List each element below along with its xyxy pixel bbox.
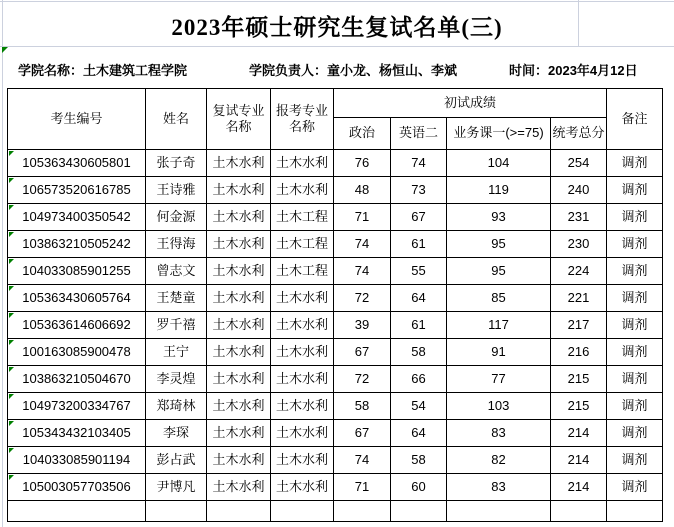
- english2-score-cell[interactable]: [391, 501, 447, 522]
- politics-score-cell[interactable]: 74: [334, 231, 391, 258]
- retest-major-cell[interactable]: 土木水利: [207, 258, 271, 285]
- course1-score-cell[interactable]: [447, 501, 551, 522]
- course1-score-cell[interactable]: 77: [447, 366, 551, 393]
- name-cell[interactable]: 李灵煌: [146, 366, 207, 393]
- table-row: [8, 285, 663, 312]
- gridline-top: [0, 1, 674, 2]
- applied-major-cell[interactable]: [271, 501, 334, 522]
- total-score-cell[interactable]: 216: [551, 339, 607, 366]
- remark-cell[interactable]: 调剂: [607, 204, 663, 231]
- table-body: [8, 150, 663, 522]
- name-cell[interactable]: 曾志文: [146, 258, 207, 285]
- applied-major-cell[interactable]: 土木工程: [271, 231, 334, 258]
- table-row: [8, 474, 663, 501]
- total-score-cell[interactable]: 217: [551, 312, 607, 339]
- english2-score-cell[interactable]: 54: [391, 393, 447, 420]
- applied-major-cell[interactable]: 土木水利: [271, 447, 334, 474]
- college-leaders-label[interactable]: 学院负责人：童小龙、杨恒山、李斌: [249, 63, 458, 78]
- course1-score-cell[interactable]: 117: [447, 312, 551, 339]
- retest-major-cell[interactable]: 土木水利: [207, 447, 271, 474]
- candidate-id-cell[interactable]: 103863210504670: [8, 366, 146, 393]
- green-triangle-indicator: [2, 47, 8, 53]
- politics-score-cell[interactable]: 58: [334, 393, 391, 420]
- total-score-cell[interactable]: 254: [551, 150, 607, 177]
- header-politics[interactable]: 政治: [334, 118, 391, 150]
- politics-score-cell[interactable]: 71: [334, 474, 391, 501]
- name-cell[interactable]: 李琛: [146, 420, 207, 447]
- english2-score-cell[interactable]: 64: [391, 420, 447, 447]
- retest-major-cell[interactable]: 土木水利: [207, 366, 271, 393]
- table-header: [8, 89, 663, 150]
- retest-major-cell[interactable]: 土木水利: [207, 231, 271, 258]
- course1-score-cell[interactable]: 83: [447, 474, 551, 501]
- total-score-cell[interactable]: 214: [551, 420, 607, 447]
- name-cell[interactable]: 彭占武: [146, 447, 207, 474]
- candidate-id-cell[interactable]: 104973400350542: [8, 204, 146, 231]
- remark-cell[interactable]: 调剂: [607, 393, 663, 420]
- applied-major-cell[interactable]: 土木水利: [271, 312, 334, 339]
- name-cell[interactable]: 郑琦林: [146, 393, 207, 420]
- table-row: [8, 366, 663, 393]
- retest-major-cell[interactable]: 土木水利: [207, 150, 271, 177]
- candidate-id-cell[interactable]: 105363614606692: [8, 312, 146, 339]
- applied-major-cell[interactable]: 土木水利: [271, 150, 334, 177]
- green-triangle-indicator: [9, 178, 14, 183]
- name-cell[interactable]: 尹博凡: [146, 474, 207, 501]
- candidate-id-cell[interactable]: 105363430605764: [8, 285, 146, 312]
- page-title[interactable]: 2023年硕士研究生复试名单(三): [171, 15, 503, 40]
- header-name[interactable]: 姓名: [146, 89, 207, 150]
- total-score-cell[interactable]: 214: [551, 474, 607, 501]
- header-retest-major[interactable]: 复试专业名称: [207, 89, 271, 150]
- table-row: [8, 420, 663, 447]
- retest-major-cell[interactable]: 土木水利: [207, 285, 271, 312]
- total-score-cell[interactable]: 231: [551, 204, 607, 231]
- table-row: [8, 501, 663, 522]
- college-name-label[interactable]: 学院名称：土木建筑工程学院: [18, 63, 188, 78]
- remark-cell[interactable]: [607, 501, 663, 522]
- remark-cell[interactable]: 调剂: [607, 150, 663, 177]
- candidate-id-cell[interactable]: 105343432103405: [8, 420, 146, 447]
- remark-cell[interactable]: 调剂: [607, 285, 663, 312]
- roster-table: [7, 88, 663, 522]
- course1-score-cell[interactable]: 85: [447, 285, 551, 312]
- name-cell[interactable]: 张子奇: [146, 150, 207, 177]
- remark-cell[interactable]: 调剂: [607, 366, 663, 393]
- english2-score-cell[interactable]: 66: [391, 366, 447, 393]
- politics-score-cell[interactable]: 76: [334, 150, 391, 177]
- total-score-cell[interactable]: 224: [551, 258, 607, 285]
- course1-score-cell[interactable]: 83: [447, 420, 551, 447]
- retest-major-cell[interactable]: 土木水利: [207, 474, 271, 501]
- english2-score-cell[interactable]: 58: [391, 447, 447, 474]
- applied-major-cell[interactable]: 土木水利: [271, 366, 334, 393]
- green-triangle-indicator: [9, 286, 14, 291]
- course1-score-cell[interactable]: 119: [447, 177, 551, 204]
- header-course1[interactable]: 业务课一(>=75): [447, 118, 551, 150]
- table-row: [8, 204, 663, 231]
- english2-score-cell[interactable]: 64: [391, 285, 447, 312]
- table-row: [8, 231, 663, 258]
- politics-score-cell[interactable]: 74: [334, 447, 391, 474]
- english2-score-cell[interactable]: 67: [391, 204, 447, 231]
- english2-score-cell[interactable]: 61: [391, 231, 447, 258]
- applied-major-cell[interactable]: 土木水利: [271, 177, 334, 204]
- politics-score-cell[interactable]: 72: [334, 366, 391, 393]
- retest-major-cell[interactable]: 土木水利: [207, 339, 271, 366]
- remark-cell[interactable]: 调剂: [607, 447, 663, 474]
- politics-score-cell[interactable]: 74: [334, 258, 391, 285]
- header-total[interactable]: 统考总分: [551, 118, 607, 150]
- green-triangle-indicator: [9, 421, 14, 426]
- remark-cell[interactable]: 调剂: [607, 258, 663, 285]
- candidate-id-cell[interactable]: 100163085900478: [8, 339, 146, 366]
- table-row: [8, 258, 663, 285]
- gridline-under-title: [0, 46, 674, 47]
- table-row: [8, 312, 663, 339]
- candidate-id-cell[interactable]: [8, 501, 146, 522]
- english2-score-cell[interactable]: 73: [391, 177, 447, 204]
- name-cell[interactable]: [146, 501, 207, 522]
- green-triangle-indicator: [9, 259, 14, 264]
- english2-score-cell[interactable]: 74: [391, 150, 447, 177]
- green-triangle-indicator: [9, 448, 14, 453]
- candidate-id-cell[interactable]: 105003057703506: [8, 474, 146, 501]
- remark-cell[interactable]: 调剂: [607, 312, 663, 339]
- candidate-id-cell[interactable]: 104973200334767: [8, 393, 146, 420]
- retest-major-cell[interactable]: 土木水利: [207, 204, 271, 231]
- course1-score-cell[interactable]: 95: [447, 258, 551, 285]
- politics-score-cell[interactable]: 48: [334, 177, 391, 204]
- english2-score-cell[interactable]: 55: [391, 258, 447, 285]
- table-row: [8, 447, 663, 474]
- applied-major-cell[interactable]: 土木水利: [271, 420, 334, 447]
- course1-score-cell[interactable]: 82: [447, 447, 551, 474]
- total-score-cell[interactable]: 221: [551, 285, 607, 312]
- candidate-id-cell[interactable]: 104033085901194: [8, 447, 146, 474]
- total-score-cell[interactable]: 215: [551, 366, 607, 393]
- total-score-cell[interactable]: 230: [551, 231, 607, 258]
- table-row: [8, 339, 663, 366]
- politics-score-cell[interactable]: 67: [334, 339, 391, 366]
- course1-score-cell[interactable]: 95: [447, 231, 551, 258]
- course1-score-cell[interactable]: 91: [447, 339, 551, 366]
- applied-major-cell[interactable]: 土木水利: [271, 393, 334, 420]
- politics-score-cell[interactable]: 67: [334, 420, 391, 447]
- total-score-cell[interactable]: 214: [551, 447, 607, 474]
- politics-score-cell[interactable]: 72: [334, 285, 391, 312]
- header-remark[interactable]: 备注: [607, 89, 663, 150]
- name-cell[interactable]: 罗千禧: [146, 312, 207, 339]
- table-row: [8, 393, 663, 420]
- green-triangle-indicator: [9, 340, 14, 345]
- header-row-1: [8, 89, 663, 118]
- green-triangle-indicator: [9, 313, 14, 318]
- green-triangle-indicator: [9, 394, 14, 399]
- candidate-id-cell[interactable]: 104033085901255: [8, 258, 146, 285]
- date-label[interactable]: 时间：2023年4月12日: [509, 63, 638, 78]
- green-triangle-indicator: [9, 367, 14, 372]
- applied-major-cell[interactable]: 土木水利: [271, 285, 334, 312]
- total-score-cell[interactable]: [551, 501, 607, 522]
- course1-score-cell[interactable]: 103: [447, 393, 551, 420]
- applied-major-cell[interactable]: 土木水利: [271, 474, 334, 501]
- politics-score-cell[interactable]: 71: [334, 204, 391, 231]
- total-score-cell[interactable]: 215: [551, 393, 607, 420]
- english2-score-cell[interactable]: 60: [391, 474, 447, 501]
- english2-score-cell[interactable]: 58: [391, 339, 447, 366]
- gridline-left: [2, 0, 3, 527]
- remark-cell[interactable]: 调剂: [607, 177, 663, 204]
- green-triangle-indicator: [9, 232, 14, 237]
- header-candidate-id[interactable]: 考生编号: [8, 89, 146, 150]
- course1-score-cell[interactable]: 104: [447, 150, 551, 177]
- total-score-cell[interactable]: 240: [551, 177, 607, 204]
- candidate-id-cell[interactable]: 106573520616785: [8, 177, 146, 204]
- retest-major-cell[interactable]: 土木水利: [207, 420, 271, 447]
- retest-major-cell[interactable]: [207, 501, 271, 522]
- green-triangle-indicator: [9, 205, 14, 210]
- course1-score-cell[interactable]: 93: [447, 204, 551, 231]
- retest-major-cell[interactable]: 土木水利: [207, 177, 271, 204]
- table-row: [8, 177, 663, 204]
- name-cell[interactable]: 王得海: [146, 231, 207, 258]
- politics-score-cell[interactable]: [334, 501, 391, 522]
- header-applied-major[interactable]: 报考专业名称: [271, 89, 334, 150]
- header-english2[interactable]: 英语二: [391, 118, 447, 150]
- name-cell[interactable]: 王宁: [146, 339, 207, 366]
- politics-score-cell[interactable]: 39: [334, 312, 391, 339]
- applied-major-cell[interactable]: 土木水利: [271, 339, 334, 366]
- remark-cell[interactable]: 调剂: [607, 474, 663, 501]
- candidate-id-cell[interactable]: 105363430605801: [8, 150, 146, 177]
- retest-major-cell[interactable]: 土木水利: [207, 393, 271, 420]
- remark-cell[interactable]: 调剂: [607, 339, 663, 366]
- candidate-id-cell[interactable]: 103863210505242: [8, 231, 146, 258]
- english2-score-cell[interactable]: 61: [391, 312, 447, 339]
- applied-major-cell[interactable]: 土木工程: [271, 204, 334, 231]
- green-triangle-indicator: [9, 475, 14, 480]
- retest-major-cell[interactable]: 土木水利: [207, 312, 271, 339]
- remark-cell[interactable]: 调剂: [607, 420, 663, 447]
- name-cell[interactable]: 王诗雅: [146, 177, 207, 204]
- applied-major-cell[interactable]: 土木工程: [271, 258, 334, 285]
- remark-cell[interactable]: 调剂: [607, 231, 663, 258]
- green-triangle-indicator: [9, 151, 14, 156]
- header-initial-scores[interactable]: 初试成绩: [334, 89, 607, 118]
- name-cell[interactable]: 王楚童: [146, 285, 207, 312]
- table-row: [8, 150, 663, 177]
- name-cell[interactable]: 何金源: [146, 204, 207, 231]
